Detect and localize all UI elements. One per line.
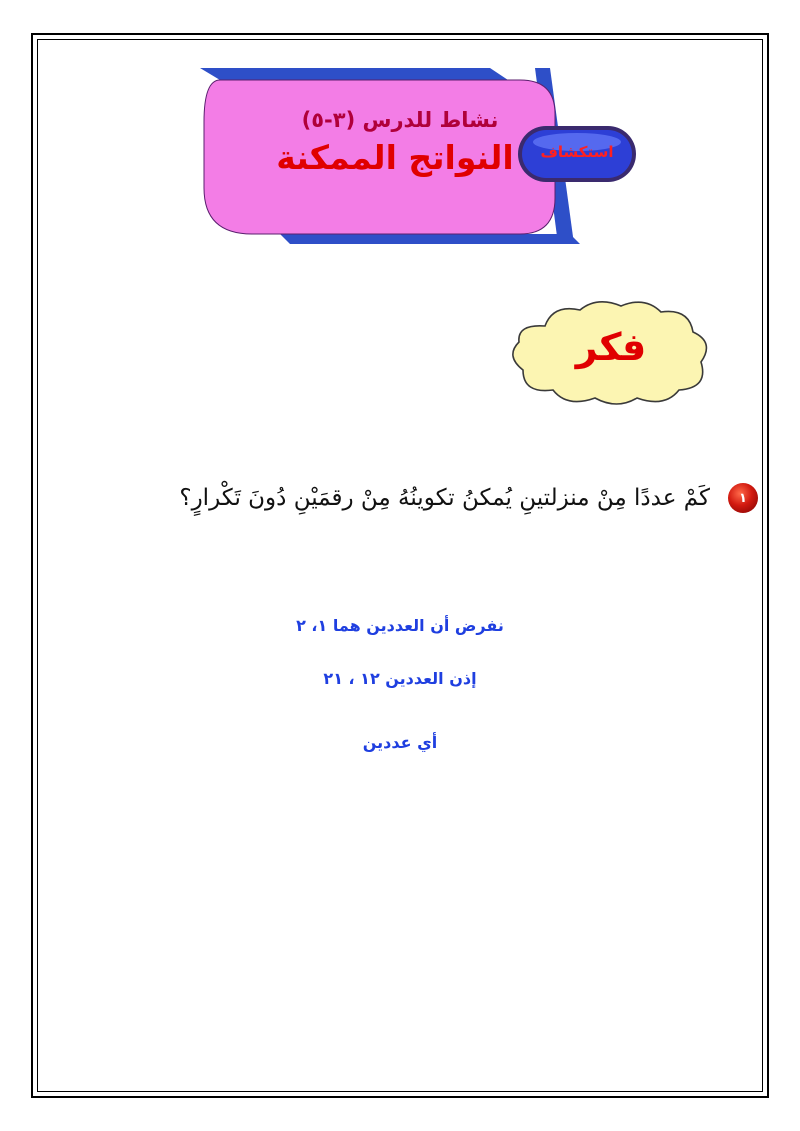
explore-badge-label: استكشاف xyxy=(540,143,614,161)
question-number-icon: ١ xyxy=(728,483,758,513)
answer-line-2: إذن العددين ١٢ ، ٢١ xyxy=(323,669,477,688)
activity-label: نشاط للدرس (٣-٥) xyxy=(301,108,499,132)
question-text: كَمْ عددًا مِنْ منزلتينِ يُمكنُ تكوينُهُ مِنْ رقمَيْنِ دُونَ تَكْرارٍ؟ xyxy=(179,485,710,511)
answer-line-3: أي عددين xyxy=(362,733,438,752)
think-label: فكر xyxy=(575,325,647,369)
question-row xyxy=(48,480,758,516)
answer-line-1: نفرض أن العددين هما ١، ٢ xyxy=(296,616,504,635)
lesson-title: النواتج الممكنة xyxy=(276,138,514,177)
